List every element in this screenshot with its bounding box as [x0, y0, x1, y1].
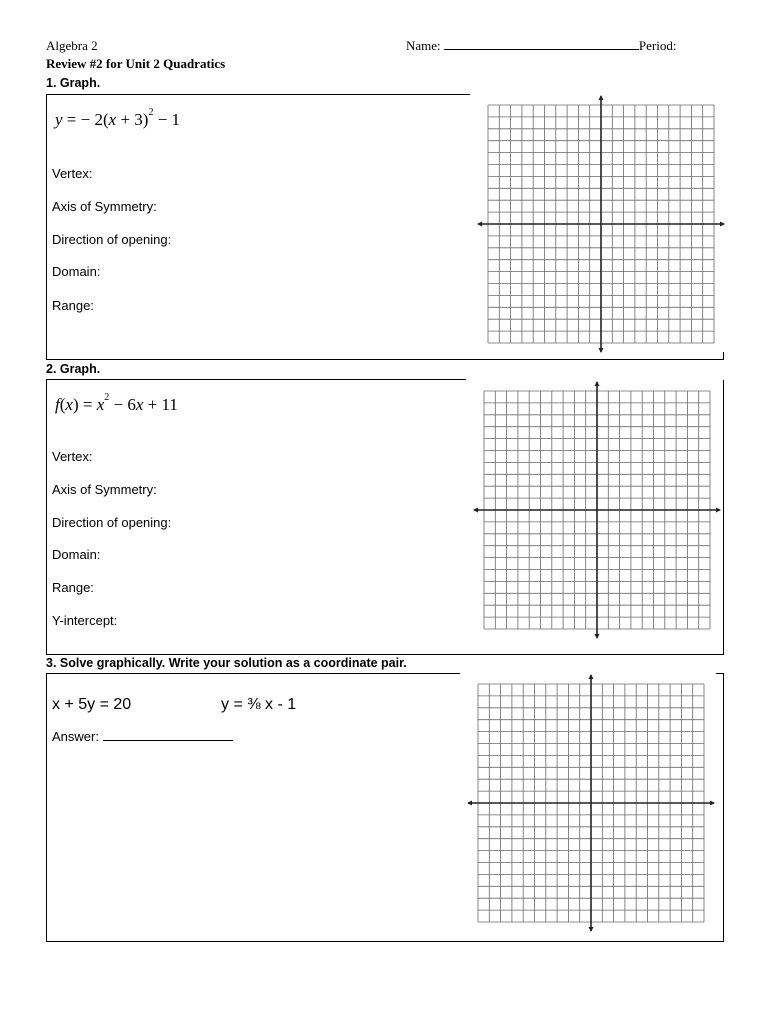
q2-domain-label: Domain: — [52, 547, 101, 562]
q3-answer-blank[interactable] — [103, 739, 233, 741]
q2-vertex-label: Vertex: — [52, 449, 93, 464]
y-axis-down-arrow — [589, 927, 594, 932]
q1-vertex-label: Vertex: — [52, 166, 93, 181]
q2-eq-tail: + 11 — [143, 395, 178, 414]
q2-bottom-rule — [46, 654, 724, 655]
q3-top-rule — [46, 673, 460, 674]
y-axis-up-arrow — [599, 95, 604, 100]
q1-eq-y: y — [55, 110, 63, 129]
x-axis-left-arrow — [467, 801, 472, 806]
x-axis-right-arrow — [720, 222, 725, 227]
q3-heading: 3. Solve graphically. Write your solution as a coordinate pair. — [46, 656, 407, 670]
q1-top-rule — [46, 94, 470, 95]
q3-coordinate-grid[interactable] — [466, 674, 716, 932]
q2-eq-x2: x — [96, 395, 105, 414]
q2-eq-exponent: 2 — [104, 392, 110, 404]
q2-eq-close: ) = — [72, 395, 97, 414]
name-blank[interactable] — [444, 48, 639, 50]
q1-right-tick — [723, 352, 724, 360]
y-axis-down-arrow — [599, 348, 604, 353]
q3-left-border — [46, 674, 47, 942]
q2-eq-minus: − 6 — [109, 395, 136, 414]
q3-right-border — [723, 674, 724, 942]
period-label: Period: — [638, 38, 677, 53]
y-axis-up-arrow — [589, 674, 594, 679]
x-axis-left-arrow — [477, 222, 482, 227]
q2-heading: 2. Graph. — [46, 362, 101, 376]
y-axis-down-arrow — [595, 634, 600, 639]
q2-eq-f: f — [55, 395, 60, 414]
q1-domain-label: Domain: — [52, 264, 101, 279]
course-name: Algebra 2 — [46, 38, 98, 53]
q1-equation — [55, 107, 181, 130]
q1-eq-x: x — [108, 110, 117, 129]
q1-eq-rel: = − 2( — [62, 110, 109, 129]
q1-eq-tail: − 1 — [153, 110, 181, 129]
q2-yintercept-label: Y-intercept: — [52, 613, 118, 628]
q2-coordinate-grid[interactable] — [472, 381, 722, 639]
q2-equation — [55, 392, 178, 415]
name-label: Name: — [406, 38, 444, 53]
q1-left-border — [46, 95, 47, 360]
q3-right-corner — [716, 673, 724, 674]
q1-bottom-rule — [46, 359, 724, 360]
q2-direction-label: Direction of opening: — [52, 515, 172, 530]
q3-bottom-rule — [46, 941, 724, 942]
q3-equation-2: y = ⅜ x - 1 — [221, 696, 297, 713]
q3-answer-label: Answer: — [52, 729, 103, 744]
q1-axis-label: Axis of Symmetry: — [52, 199, 157, 214]
q1-eq-exponent: 2 — [148, 107, 154, 119]
q2-left-border — [46, 380, 47, 655]
q2-axis-label: Axis of Symmetry: — [52, 482, 157, 497]
q1-range-label: Range: — [52, 298, 94, 313]
x-axis-left-arrow — [473, 508, 478, 513]
q2-eq-x3: x — [135, 395, 144, 414]
page-title: Review #2 for Unit 2 Quadratics — [46, 56, 226, 71]
name-line — [406, 38, 676, 54]
q1-direction-label: Direction of opening: — [52, 232, 172, 247]
q1-coordinate-grid[interactable] — [476, 95, 726, 353]
x-axis-right-arrow — [716, 508, 721, 513]
q3-equation-1: x + 5y = 20 — [52, 696, 132, 713]
q1-eq-mid: + 3) — [116, 110, 149, 129]
q1-heading: 1. Graph. — [46, 76, 101, 90]
q2-eq-x: x — [65, 395, 73, 414]
x-axis-right-arrow — [710, 801, 715, 806]
q2-top-rule — [46, 379, 466, 380]
y-axis-up-arrow — [595, 381, 600, 386]
q2-right-border — [723, 380, 724, 655]
q3-answer-line — [52, 729, 233, 744]
q2-range-label: Range: — [52, 580, 94, 595]
q2-eq-open: ( — [59, 395, 66, 414]
